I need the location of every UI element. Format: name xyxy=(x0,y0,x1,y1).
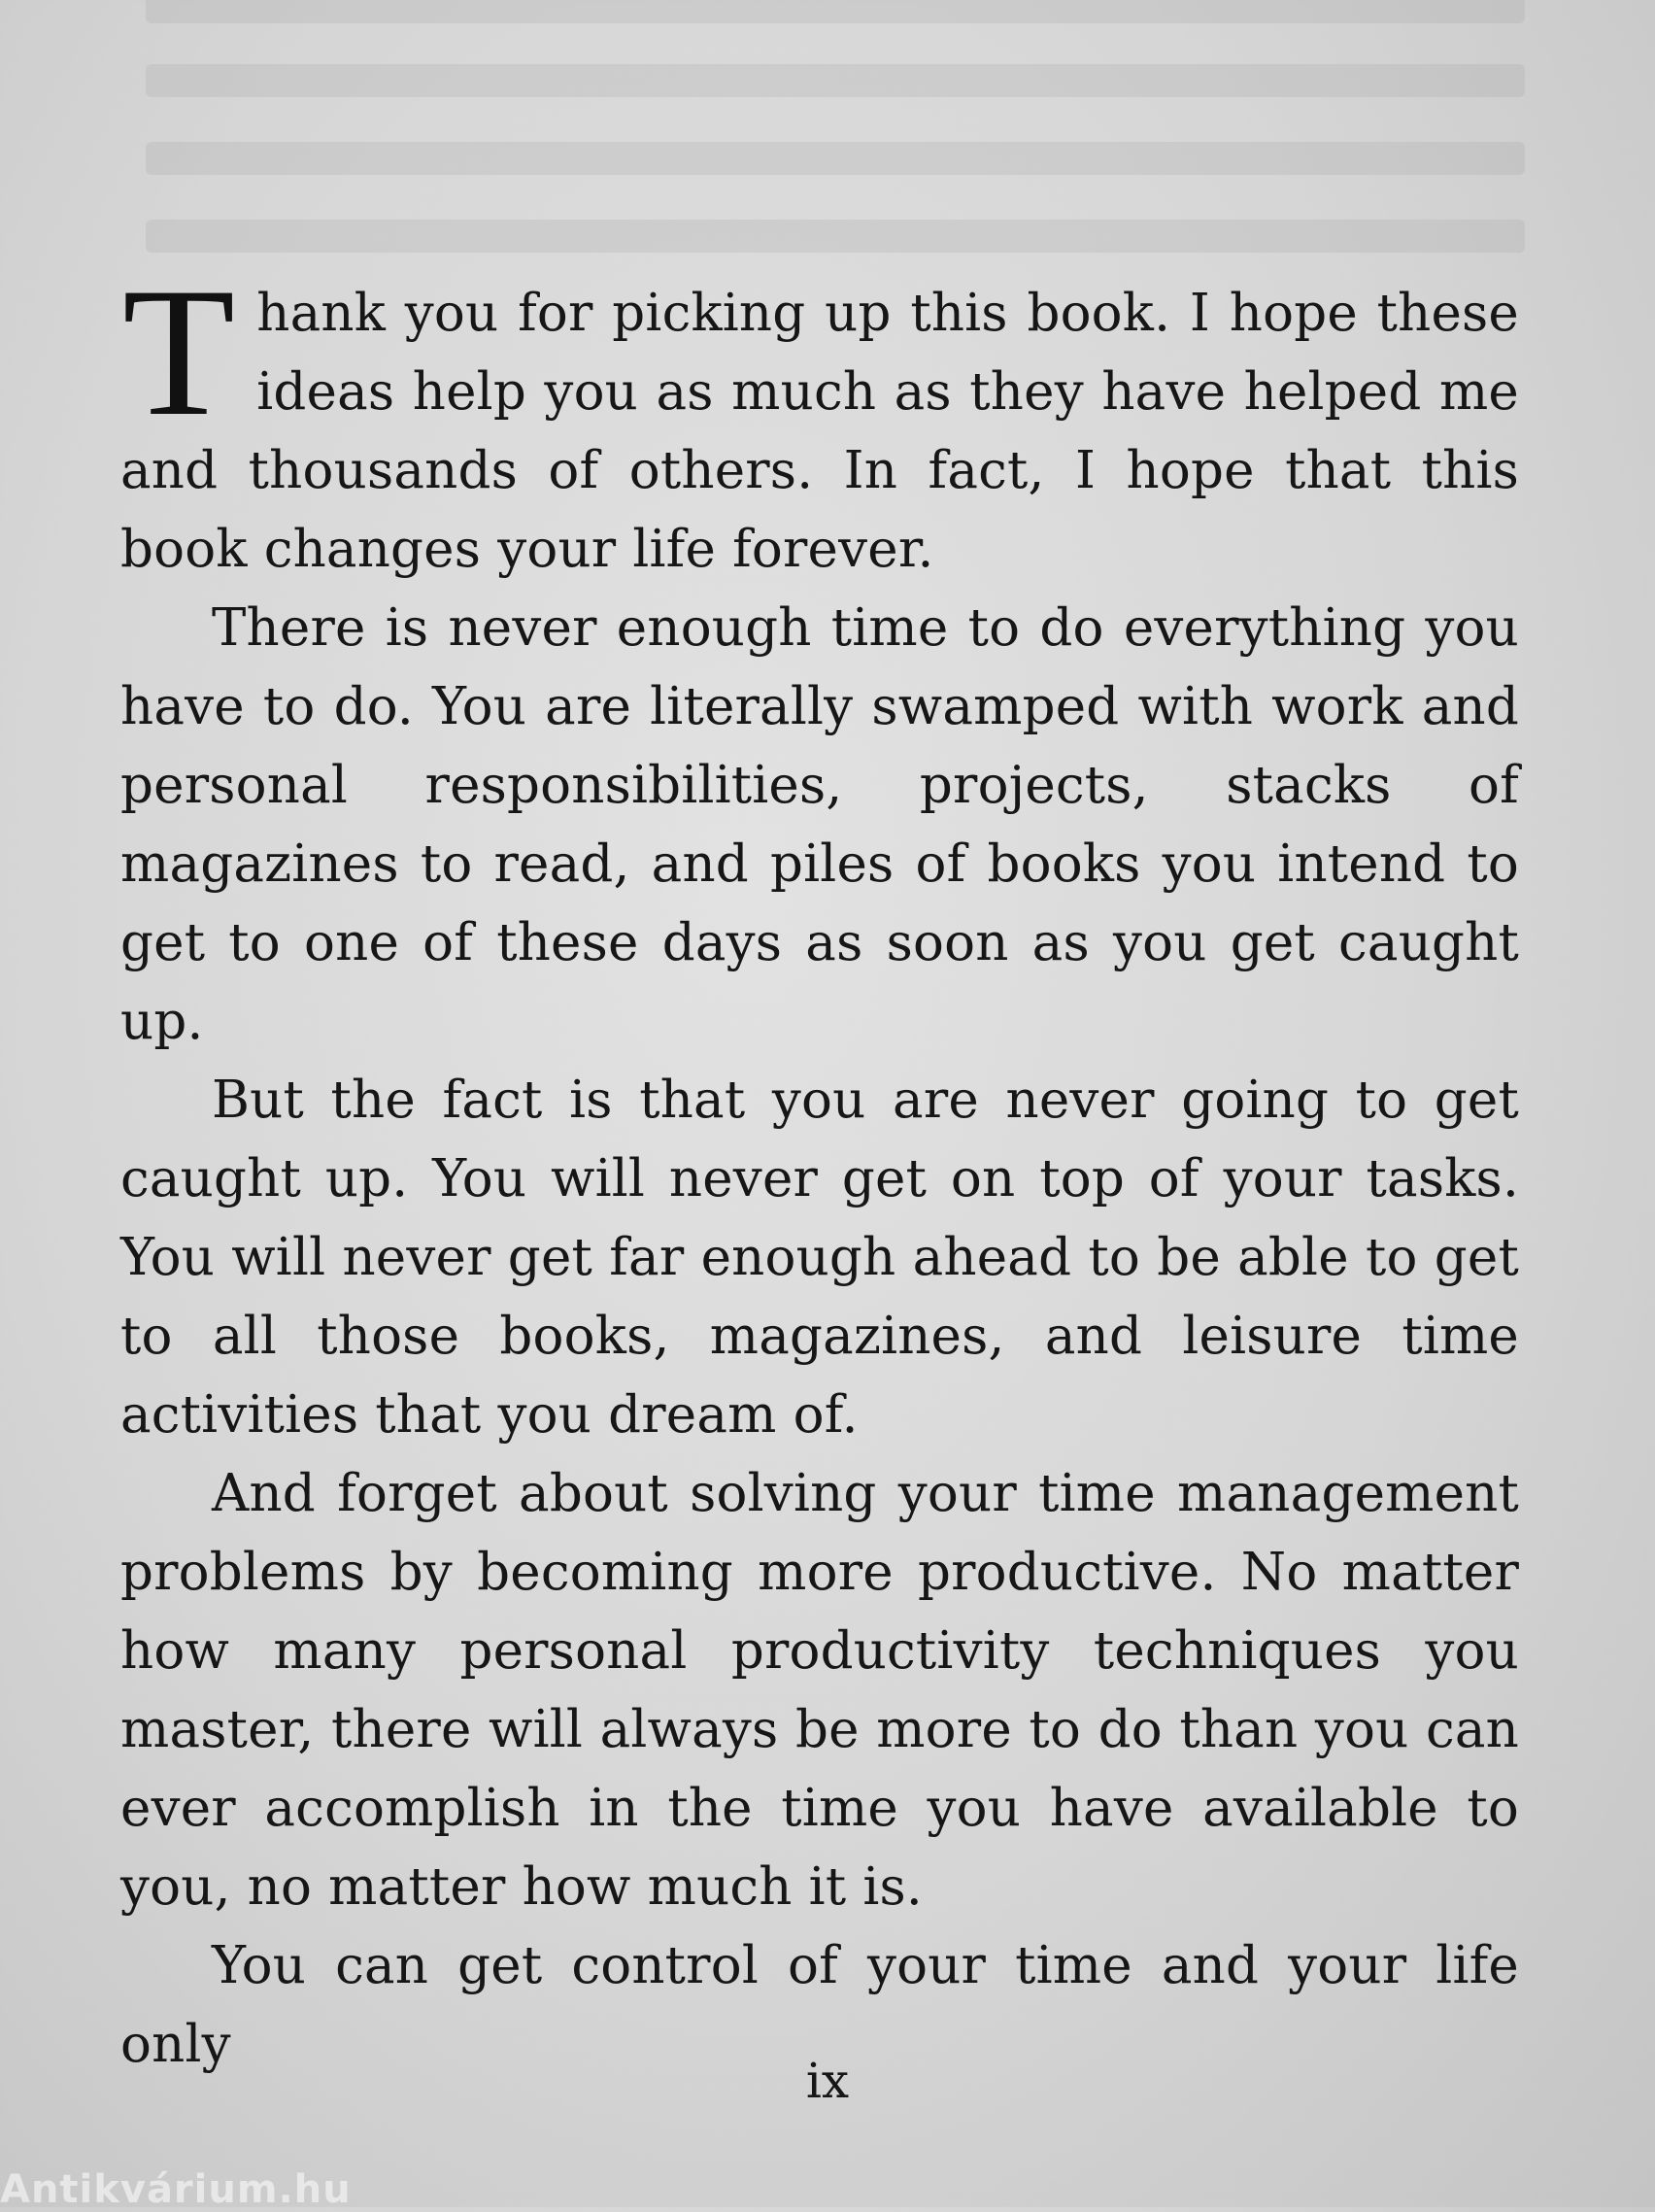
paragraph-3: But the fact is that you are never going to get caught up. You will never get on top of your tasks. You will never get far enough ahead to be able to get to all those books, magazines, and leisure time activities that you dream of. xyxy=(120,1071,1519,1445)
drop-cap: T xyxy=(122,251,236,455)
paragraph-2: There is never enough time to do everything you have to do. You are literally swamped with work and personal responsibilities, projects, stacks of magazines to read, and piles of books you intend to get to one of these days as soon as you get caught up. xyxy=(120,598,1519,1051)
paragraph-1-text: hank you for picking up this book. I hope these ideas help you as much as they have helped me and thousands of others. In fact, I hope that this book changes your life forever. xyxy=(120,284,1519,579)
paragraph-1 xyxy=(120,251,1519,589)
page-number: ix xyxy=(805,2053,850,2109)
paragraph-4: And forget about solving your time management problems by becoming more productive. No matter how many personal productivity techniques you master, there will always be more to do than you can ever accomplish in the time you have available to you, no matter how much it is. xyxy=(120,1464,1519,1917)
bleed-through-text xyxy=(0,0,1655,291)
watermark: Antikvárium.hu xyxy=(0,2167,352,2212)
body-text xyxy=(120,251,1519,2084)
paragraph-5: You can get control of your time and your life only xyxy=(120,1936,1519,2074)
